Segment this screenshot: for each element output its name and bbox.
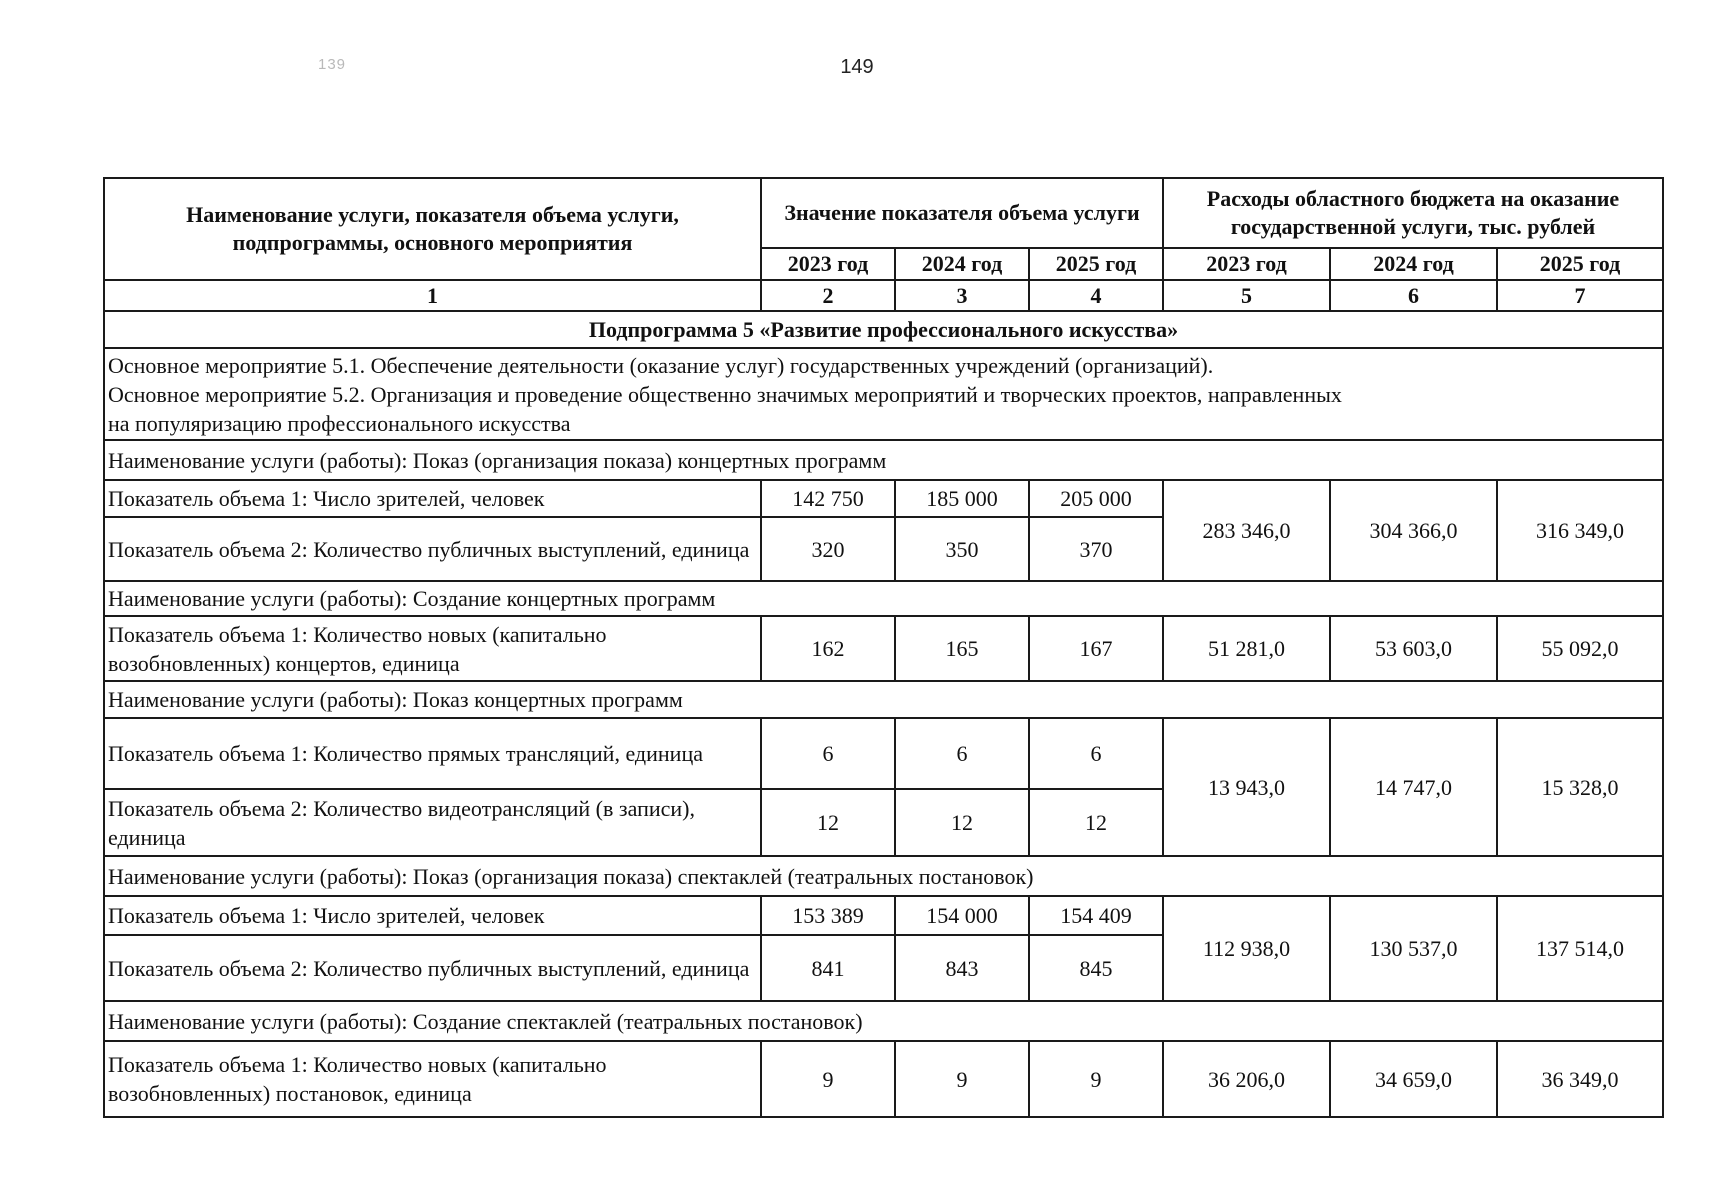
cost-value: 53 603,0	[1330, 616, 1497, 681]
volume-value: 350	[895, 517, 1029, 581]
indicator-label: Показатель объема 1: Количество новых (капитально возобновленных) постановок, единица	[104, 1041, 761, 1117]
volume-value: 154 409	[1029, 896, 1163, 935]
volume-value: 9	[1029, 1041, 1163, 1117]
volume-value: 6	[761, 718, 895, 789]
cost-value: 137 514,0	[1497, 896, 1663, 1001]
volume-value: 12	[895, 789, 1029, 856]
column-number: 6	[1330, 280, 1497, 311]
activity-line: Основное мероприятие 5.2. Организация и проведение общественно значимых мероприятий и творческих проектов, направленных	[108, 381, 1342, 407]
cost-value: 34 659,0	[1330, 1041, 1497, 1117]
header-year: 2023 год	[1163, 248, 1330, 280]
volume-value: 205 000	[1029, 480, 1163, 517]
cost-value: 304 366,0	[1330, 480, 1497, 581]
column-number: 7	[1497, 280, 1663, 311]
header-cost-group: Расходы областного бюджета на оказание государственной услуги, тыс. рублей	[1163, 178, 1663, 248]
cost-value: 15 328,0	[1497, 718, 1663, 856]
header-year: 2025 год	[1029, 248, 1163, 280]
volume-value: 841	[761, 935, 895, 1001]
cost-value: 283 346,0	[1163, 480, 1330, 581]
column-number: 3	[895, 280, 1029, 311]
volume-value: 845	[1029, 935, 1163, 1001]
header-volume-group: Значение показателя объема услуги	[761, 178, 1163, 248]
column-number: 5	[1163, 280, 1330, 311]
cost-value: 13 943,0	[1163, 718, 1330, 856]
volume-value: 370	[1029, 517, 1163, 581]
header-year: 2024 год	[1330, 248, 1497, 280]
service-name-row: Наименование услуги (работы): Показ концертных программ	[104, 681, 1663, 718]
cost-value: 51 281,0	[1163, 616, 1330, 681]
budget-table	[103, 177, 1664, 1118]
subprogram-title: Подпрограмма 5 «Развитие профессионального искусства»	[104, 311, 1663, 348]
volume-value: 9	[761, 1041, 895, 1117]
main-activities	[104, 348, 1663, 440]
volume-value: 185 000	[895, 480, 1029, 517]
volume-value: 12	[1029, 789, 1163, 856]
indicator-label: Показатель объема 2: Количество публичных выступлений, единица	[104, 517, 761, 581]
volume-value: 9	[895, 1041, 1029, 1117]
cost-value: 14 747,0	[1330, 718, 1497, 856]
volume-value: 153 389	[761, 896, 895, 935]
volume-value: 165	[895, 616, 1029, 681]
service-name-row: Наименование услуги (работы): Показ (организация показа) концертных программ	[104, 440, 1663, 480]
header-year: 2024 год	[895, 248, 1029, 280]
volume-value: 12	[761, 789, 895, 856]
service-name-row: Наименование услуги (работы): Создание концертных программ	[104, 581, 1663, 616]
volume-value: 167	[1029, 616, 1163, 681]
indicator-label: Показатель объема 1: Число зрителей, человек	[104, 896, 761, 935]
volume-value: 6	[1029, 718, 1163, 789]
cost-value: 36 349,0	[1497, 1041, 1663, 1117]
cost-value: 130 537,0	[1330, 896, 1497, 1001]
cost-value: 36 206,0	[1163, 1041, 1330, 1117]
indicator-label: Показатель объема 1: Число зрителей, человек	[104, 480, 761, 517]
faint-page-stamp: 139	[318, 56, 347, 73]
cost-value: 112 938,0	[1163, 896, 1330, 1001]
volume-value: 162	[761, 616, 895, 681]
volume-value: 320	[761, 517, 895, 581]
volume-value: 154 000	[895, 896, 1029, 935]
column-number: 4	[1029, 280, 1163, 311]
volume-value: 142 750	[761, 480, 895, 517]
column-number: 2	[761, 280, 895, 311]
page-number: 149	[840, 56, 874, 78]
service-name-row: Наименование услуги (работы): Показ (организация показа) спектаклей (театральных постановок)	[104, 856, 1663, 896]
cost-value: 316 349,0	[1497, 480, 1663, 581]
indicator-label: Показатель объема 2: Количество видеотрансляций (в записи), единица	[104, 789, 761, 856]
volume-value: 843	[895, 935, 1029, 1001]
volume-value: 6	[895, 718, 1029, 789]
cost-value: 55 092,0	[1497, 616, 1663, 681]
indicator-label: Показатель объема 2: Количество публичных выступлений, единица	[104, 935, 761, 1001]
activity-line: на популяризацию профессионального искусства	[108, 410, 571, 436]
activity-line: Основное мероприятие 5.1. Обеспечение деятельности (оказание услуг) государственных учреждений (организаций).	[108, 352, 1214, 378]
header-name-column: Наименование услуги, показателя объема услуги, подпрограммы, основного мероприятия	[104, 178, 761, 280]
service-name-row: Наименование услуги (работы): Создание спектаклей (театральных постановок)	[104, 1001, 1663, 1041]
header-year: 2023 год	[761, 248, 895, 280]
indicator-label: Показатель объема 1: Количество новых (капитально возобновленных) концертов, единица	[104, 616, 761, 681]
column-number: 1	[104, 280, 761, 311]
header-year: 2025 год	[1497, 248, 1663, 280]
indicator-label: Показатель объема 1: Количество прямых трансляций, единица	[104, 718, 761, 789]
